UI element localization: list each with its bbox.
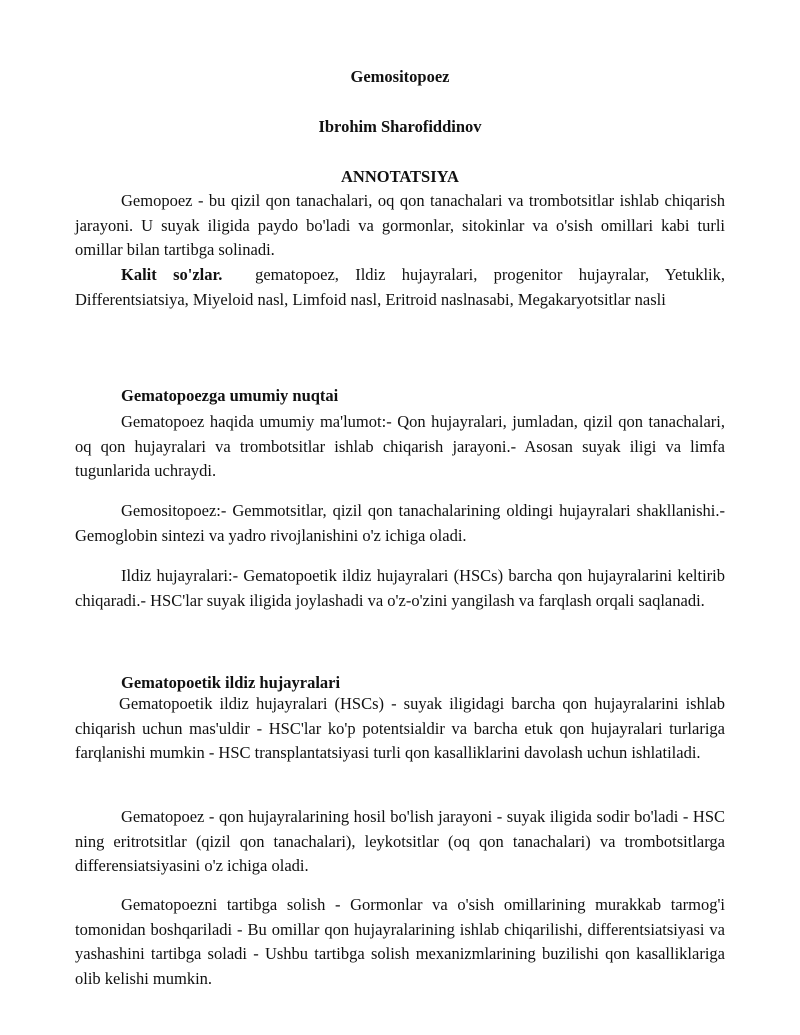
abstract-heading: ANNOTATSIYA — [341, 167, 459, 186]
keywords-paragraph — [75, 263, 725, 312]
section-paragraph: Gematopoez haqida umumiy ma'lumot:- Qon hujayralari, jumladan, qizil qon tanachalari, oq qon hujayralari va trombotsitlar ishlab chiqarish jarayoni.- Asosan suyak iligi va limfa tugunlarida uchraydi. — [75, 412, 725, 480]
abstract-text: Gemopoez - bu qizil qon tanachalari, oq qon tanachalari va trombotsitlar ishlab chiqarish jarayoni. U suyak iligida paydo bo'ladi va gormonlar, sitokinlar va o'sish omillari kabi turli omillar bilan tartibga solinadi. — [75, 191, 725, 259]
section-paragraph: Gematopoez - qon hujayralarining hosil bo'lish jarayoni - suyak iligida sodir bo'ladi - HSC ning eritrotsitlar (qizil qon tanachalari), leykotsitlar (oq qon tanachalari) va trombotsitlarga differensiatsiyasini o'z ichiga oladi. — [75, 807, 725, 875]
section-heading: Gematopoezga umumiy nuqtai — [121, 386, 339, 405]
keywords-list: gematopoez, Ildiz hujayralari, progenitor hujayralar, Yetuklik, Differentsiatsiya, Miyeloid nasl, Limfoid nasl, Eritroid naslnasabi, Megakaryotsitlar nasli — [75, 265, 725, 309]
section-paragraph: Gematopoetik ildiz hujayralari (HSCs) - suyak iligidagi barcha qon hujayralarini ishlab chiqarish uchun mas'uldir - HSC'lar ko'p potentsialdir va barcha etuk qon hujayralari turlariga farqlanishi mumkin - HSC transplantatsiyasi turli qon kasalliklarini davolash uchun ishlatiladi. — [75, 694, 725, 762]
section-heading: Gematopoetik ildiz hujayralari — [121, 673, 341, 692]
keywords-label: Kalit so'zlar. — [121, 265, 223, 284]
section-paragraph: Gemositopoez:- Gemmotsitlar, qizil qon tanachalarining oldingi hujayralari shakllanishi.- Gemoglobin sintezi va yadro rivojlanishini o'z ichiga oladi. — [75, 501, 725, 545]
author-name: Ibrohim Sharofiddinov — [318, 117, 482, 136]
document-title: Gemositopoez — [350, 67, 450, 86]
section-paragraph: Gematopoezni tartibga solish - Gormonlar va o'sish omillarining murakkab tarmog'i tomonidan boshqariladi - Bu omillar qon hujayralarining ishlab chiqarilishi, differentsiatsiyasi va yashashini tartibga soladi - Ushbu tartibga solish mexanizmlarining buzilishi qon kasalliklariga olib kelishi mumkin. — [75, 895, 725, 988]
section-paragraph: Ildiz hujayralari:- Gematopoetik ildiz hujayralari (HSCs) barcha qon hujayralarini keltirib chiqaradi.- HSC'lar suyak iligida joylashadi va o'z-o'zini yangilash va farqlash orqali saqlanadi. — [75, 566, 725, 610]
